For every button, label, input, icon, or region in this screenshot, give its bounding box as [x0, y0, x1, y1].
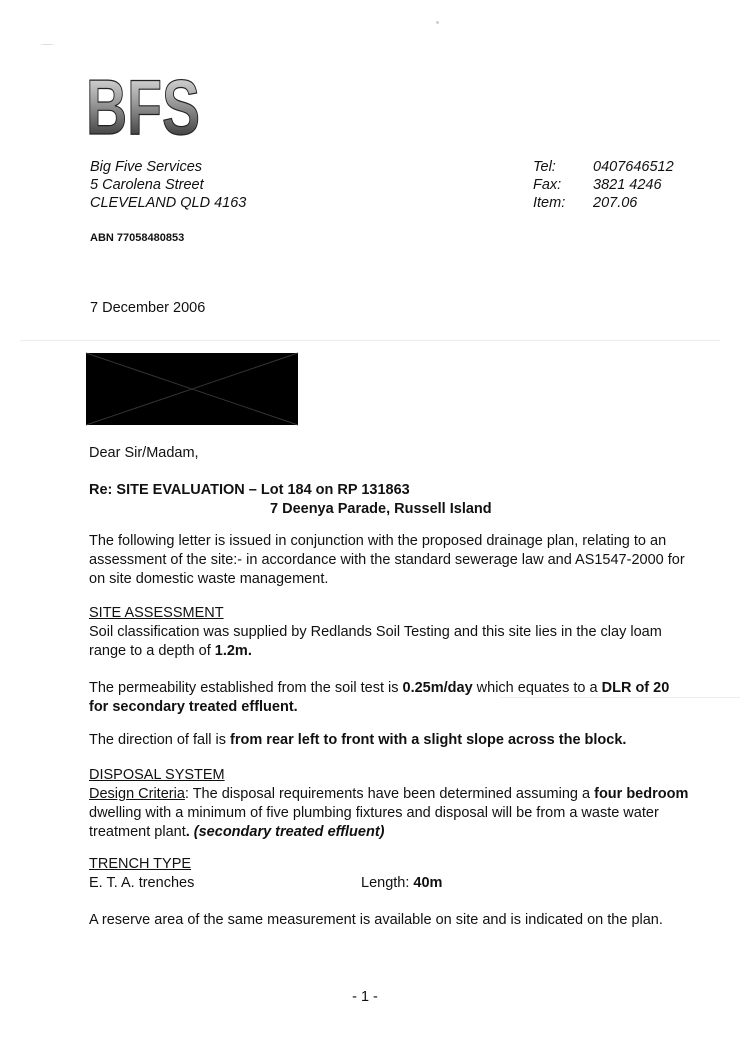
design-criteria-label: Design Criteria [89, 786, 185, 802]
soil-depth: 1.2m [214, 643, 248, 659]
company-name: Big Five Services [90, 159, 203, 175]
soil-paragraph [89, 623, 689, 661]
contact-details [533, 158, 674, 212]
fall-text: The direction of fall is [89, 732, 231, 748]
street-address: 5 Carolena Street [90, 177, 204, 193]
length-label: Length: [361, 875, 414, 891]
scan-fold-line [20, 340, 720, 341]
abn-number: ABN 77058480853 [90, 232, 185, 244]
item-label: Item: [533, 195, 566, 211]
fall-paragraph [89, 731, 689, 750]
page-number: - 1 - [352, 989, 378, 1005]
intro-paragraph: The following letter is issued in conjunction with the proposed drainage plan, relating to an assessment of the site:- in accordance with the standard sewerage law and AS1547-2000 for on site domestic waste management. [89, 533, 685, 587]
permeability-paragraph [89, 679, 689, 717]
design-bedroom: four bedroom [594, 786, 689, 802]
scan-speck [40, 44, 54, 45]
subject-line-2: 7 Deenya Parade, Russell Island [270, 501, 492, 517]
subject-line-1: Re: SITE EVALUATION – Lot 184 on RP 131863 [89, 482, 410, 498]
trench-type: E. T. A. trenches [89, 875, 195, 891]
disposal-system-heading: DISPOSAL SYSTEM [89, 767, 225, 783]
salutation: Dear Sir/Madam, [89, 445, 199, 461]
soil-text: Soil classification was supplied by Redlands Soil Testing and this site lies in the clay loam range to a depth of [89, 624, 662, 659]
perm-text: The permeability established from the soil test is [89, 680, 403, 696]
trench-row [89, 874, 689, 893]
tel-label: Tel: [533, 159, 556, 175]
reserve-paragraph: A reserve area of the same measurement is available on site and is indicated on the plan. [89, 912, 663, 928]
item-row [533, 194, 674, 212]
trench-length [361, 874, 442, 893]
subject-line [89, 481, 689, 519]
logo-text: BFS [86, 63, 200, 151]
tel-row [533, 158, 674, 176]
letter-date: 7 December 2006 [90, 300, 206, 316]
perm-mid: which equates to a [472, 680, 602, 696]
trench-type-heading: TRENCH TYPE [89, 856, 192, 872]
sender-address [90, 158, 246, 212]
design-criteria-paragraph [89, 785, 689, 842]
design-dot: . [185, 824, 190, 840]
fax-label: Fax: [533, 177, 562, 193]
fax-value: 3821 4246 [593, 177, 662, 193]
city-address: CLEVELAND QLD 4163 [90, 195, 247, 211]
item-value: 207.06 [593, 195, 638, 211]
fall-value: from rear left to front with a slight slope across the block. [230, 732, 627, 748]
length-value: 40m [413, 875, 443, 891]
design-text: : The disposal requirements have been determined assuming a [184, 786, 595, 802]
scan-speck [436, 21, 439, 24]
perm-dlr: DLR of 20 for secondary treated effluent. [89, 680, 670, 715]
perm-value: 0.25m/day [402, 680, 473, 696]
redacted-recipient-block [86, 353, 298, 425]
company-logo [86, 63, 202, 151]
design-effluent: (secondary treated effluent) [189, 824, 385, 840]
soil-end: . [247, 643, 252, 659]
tel-value: 0407646512 [593, 159, 674, 175]
site-assessment-heading: SITE ASSESSMENT [89, 605, 224, 621]
design-text-2: dwelling with a minimum of five plumbing fixtures and disposal will be from a waste water treatment plant [89, 805, 659, 840]
fax-row [533, 176, 674, 194]
